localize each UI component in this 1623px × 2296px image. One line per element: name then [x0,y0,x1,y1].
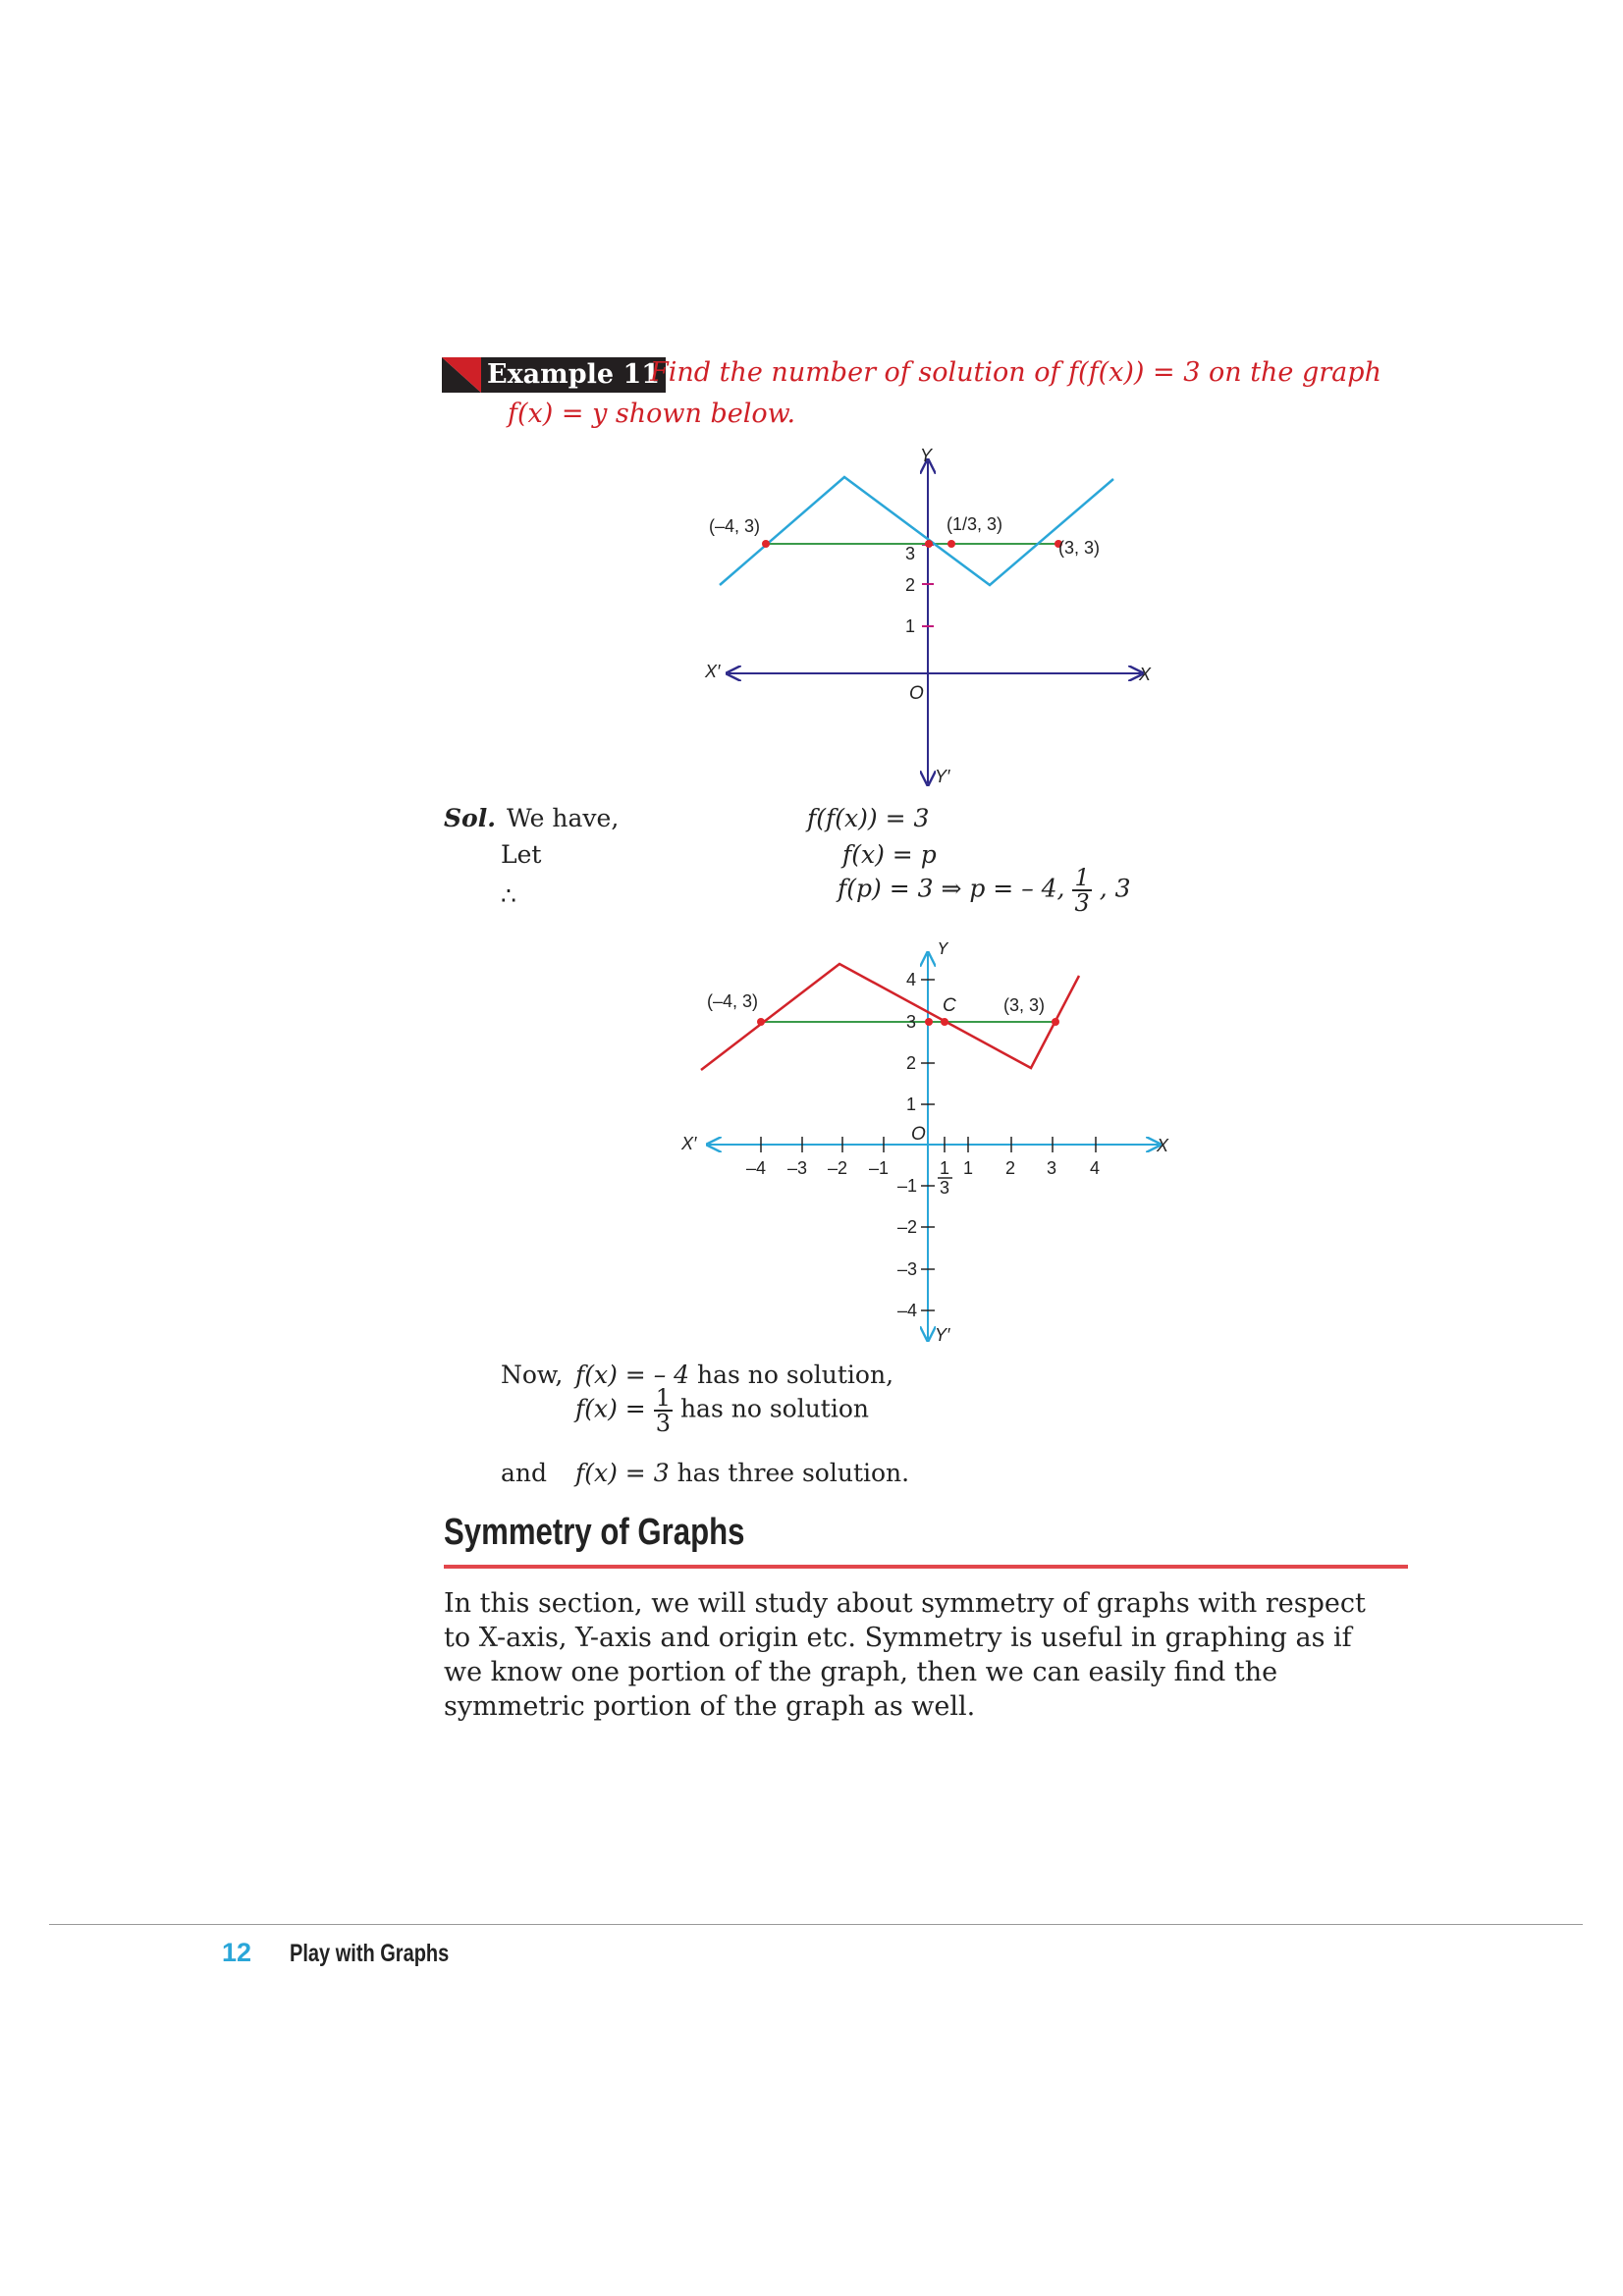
point-3-3 [1052,1018,1059,1026]
x-axis-neg-label: X′ [705,662,721,681]
y-tick-label-minus4: –4 [897,1301,918,1320]
point-label-minus4-3: (–4, 3) [709,516,761,536]
conclusion-line-2-text: has no solution [679,1394,870,1423]
section-heading: Symmetry of Graphs [444,1512,745,1553]
conclusion-line-2-num: 1 [655,1384,671,1412]
conclusion-line-2-den: 3 [655,1410,671,1437]
footer-book-title: Play with Graphs [290,1940,450,1967]
y-tick-label-3: 3 [905,544,916,563]
y-tick-label-4: 4 [906,970,917,989]
x-axis-neg-label: X′ [681,1134,697,1153]
section-paragraph: In this section, we will study about symmetry of graphs with respect to X-axis, Y-axis and origin etc. Symmetry is useful in graphing as if we know one portion of the graph, then we can easily find the symmetric portion of the graph as well. [444,1588,1366,1722]
conclusion-line-3 [575,1459,909,1487]
we-have-text: We have, [507,804,620,832]
and-label: and [501,1459,548,1487]
graph-2 [668,942,1198,1355]
section-heading-rule [444,1565,1408,1569]
x-axis-label: X [1157,1136,1169,1155]
point-label-one-third-3: (1/3, 3) [947,514,1003,534]
equation-1: f(f(x)) = 3 [807,804,930,832]
conclusion-line-3-text: has three solution. [676,1459,910,1487]
equation-3 [838,866,1131,915]
conclusion-line-1-text: has no solution, [697,1361,894,1389]
equation-3-rhs: , 3 [1099,874,1131,903]
x-tick-label-minus3: –3 [787,1158,808,1178]
x-tick-label-minus1: –1 [869,1158,890,1178]
x-tick-frac-num: 1 [940,1158,950,1178]
y-tick-label-minus1: –1 [897,1176,918,1196]
y-tick-label-minus3: –3 [897,1259,918,1279]
therefore-symbol: ∴ [501,881,516,910]
origin-label: O [911,1124,926,1145]
y-axis-label: Y [920,446,933,465]
conclusion-line-2 [575,1386,869,1435]
x-tick-label-3: 3 [1047,1158,1057,1178]
x-tick-label-4: 4 [1090,1158,1101,1178]
equation-3-fraction [1072,866,1091,915]
let-text: Let [501,840,542,869]
point-c-label: C [943,995,956,1016]
x-tick-label-2: 2 [1005,1158,1016,1178]
equation-3-frac-num: 1 [1074,864,1090,891]
y-tick-label-1: 1 [906,1095,917,1114]
y-axis-neg-label: Y′ [935,1325,950,1345]
equation-2: f(x) = p [842,840,937,869]
example-question-line2: f(x) = y shown below. [508,399,796,429]
point-c [941,1018,948,1026]
footer-divider [49,1924,1583,1925]
x-tick-label-minus4: –4 [746,1158,767,1178]
y-tick-label-minus2: –2 [897,1217,918,1237]
equation-3-lhs: f(p) = 3 ⇒ p = – 4, [838,874,1065,903]
x-axis-label: X [1139,665,1152,684]
example-flag-icon [442,357,481,393]
conclusion-line-3-math: f(x) = 3 [575,1459,670,1487]
x-tick-label-1: 1 [963,1158,974,1178]
x-tick-frac-den: 3 [940,1178,950,1198]
y-axis-neg-label: Y′ [935,767,950,786]
example-label: Example 11 [481,357,666,393]
curve-ffx [701,964,1079,1070]
page-number: 12 [222,1938,252,1967]
conclusion-line-2-fraction [654,1386,673,1435]
y-tick-label-1: 1 [905,616,916,636]
point-on-y-axis [925,540,933,548]
point-minus4-3 [762,540,770,548]
point-minus4-3 [757,1018,765,1026]
conclusion-line-1 [575,1361,893,1389]
y-tick-label-2: 2 [906,1053,917,1073]
conclusion-line-1-math: f(x) = – 4 [575,1361,690,1389]
example-question-line1: Find the number of solution of f(f(x)) = 3 on the graph [650,357,1381,388]
now-label: Now, [501,1361,564,1389]
y-tick-label-3: 3 [906,1012,917,1032]
y-tick-label-2: 2 [905,575,916,595]
x-tick-label-minus2: –2 [828,1158,848,1178]
graph-1 [687,442,1198,795]
sol-label: Sol. [444,804,496,832]
point-label-3-3: (3, 3) [1003,995,1046,1015]
point-label-3-3: (3, 3) [1058,538,1101,558]
point-label-minus4-3: (–4, 3) [707,991,759,1011]
point-on-y-axis [925,1018,933,1026]
curve-f [720,477,1113,585]
y-axis-label: Y [937,942,949,958]
equation-3-frac-den: 3 [1074,889,1090,917]
point-one-third-3 [947,540,955,548]
origin-label: O [909,683,924,704]
conclusion-line-2-math: f(x) = [575,1394,646,1423]
